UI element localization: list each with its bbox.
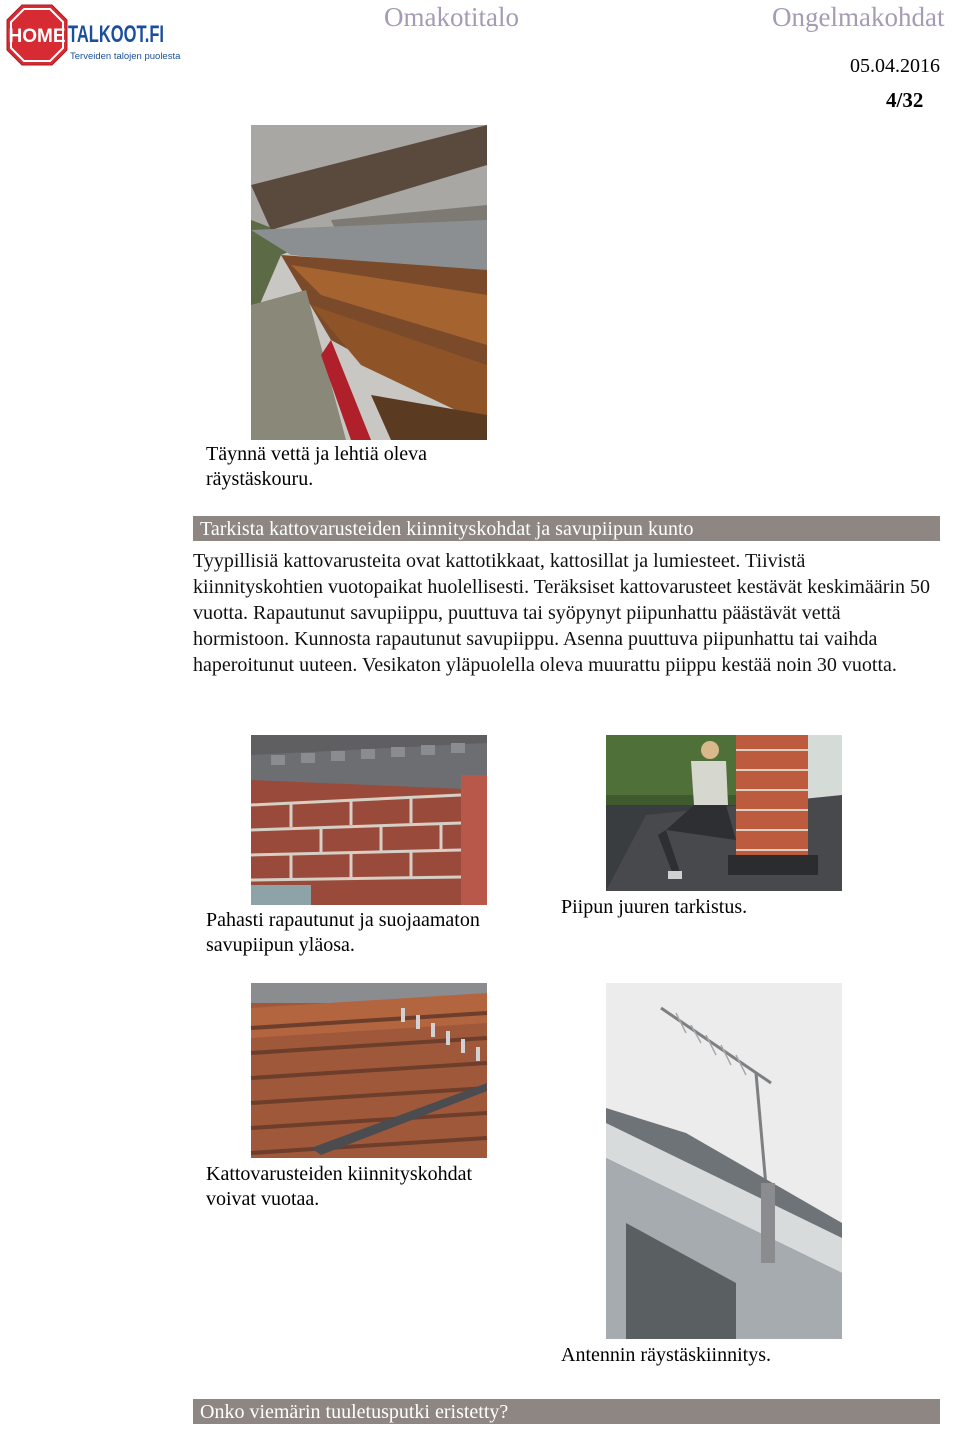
hometalkoot-logo[interactable] — [6, 4, 181, 66]
roof-fixings-caption: Kattovarusteiden kiinnityskohdat voivat vuotaa. — [206, 1163, 473, 1210]
roof-fixings-photo — [251, 983, 487, 1158]
header-title-left: Omakotitalo — [384, 2, 519, 32]
logo-talkoot-text: TALKOOT.FI — [68, 21, 164, 48]
gutter-caption: Täynnä vettä ja lehtiä oleva räystäskouru. — [206, 443, 428, 490]
chimney-top-photo — [251, 735, 487, 905]
header-title-right: Ongelmakohdat — [772, 2, 945, 32]
section-heading-roof: Tarkista kattovarusteiden kiinnityskohdat ja savupiipun kunto — [193, 516, 940, 541]
logo-tagline: Terveiden talojen puolesta — [70, 51, 181, 62]
chimney-base-caption: Piipun juuren tarkistus. — [561, 896, 748, 918]
logo-home-text: HOME — [8, 26, 66, 47]
section-body-roof: Tyypillisiä kattovarusteita ovat kattotikkaat, kattosillat ja lumiesteet. Tiivistä kiinnityskohtien vuotopaikat huolellisesti. Teräksiset kattovarusteet kestävät keskimäärin 50 vuotta. Rapautunut savupiippu, puuttuva tai syöpynyt piipunhattu päästävät vettä hormistoon. Kunnosta rapautunut savupiippu. Asenna puuttuva piipunhattu tai vaihda haperoitunut uuteen. Vesikaton yläpuolella oleva muurattu piippu kestää noin 30 vuotta. — [193, 550, 930, 676]
page-number: 4/32 — [886, 88, 924, 112]
section-heading-vent: Onko viemärin tuuletusputki eristetty? — [193, 1399, 940, 1424]
header-date: 05.04.2016 — [850, 55, 940, 77]
chimney-top-caption: Pahasti rapautunut ja suojaamaton savupiipun yläosa. — [206, 909, 480, 956]
gutter-photo — [251, 125, 487, 440]
antenna-photo — [606, 983, 842, 1339]
chimney-base-photo — [606, 735, 842, 891]
antenna-caption: Antennin räystäskiinnitys. — [561, 1344, 771, 1366]
